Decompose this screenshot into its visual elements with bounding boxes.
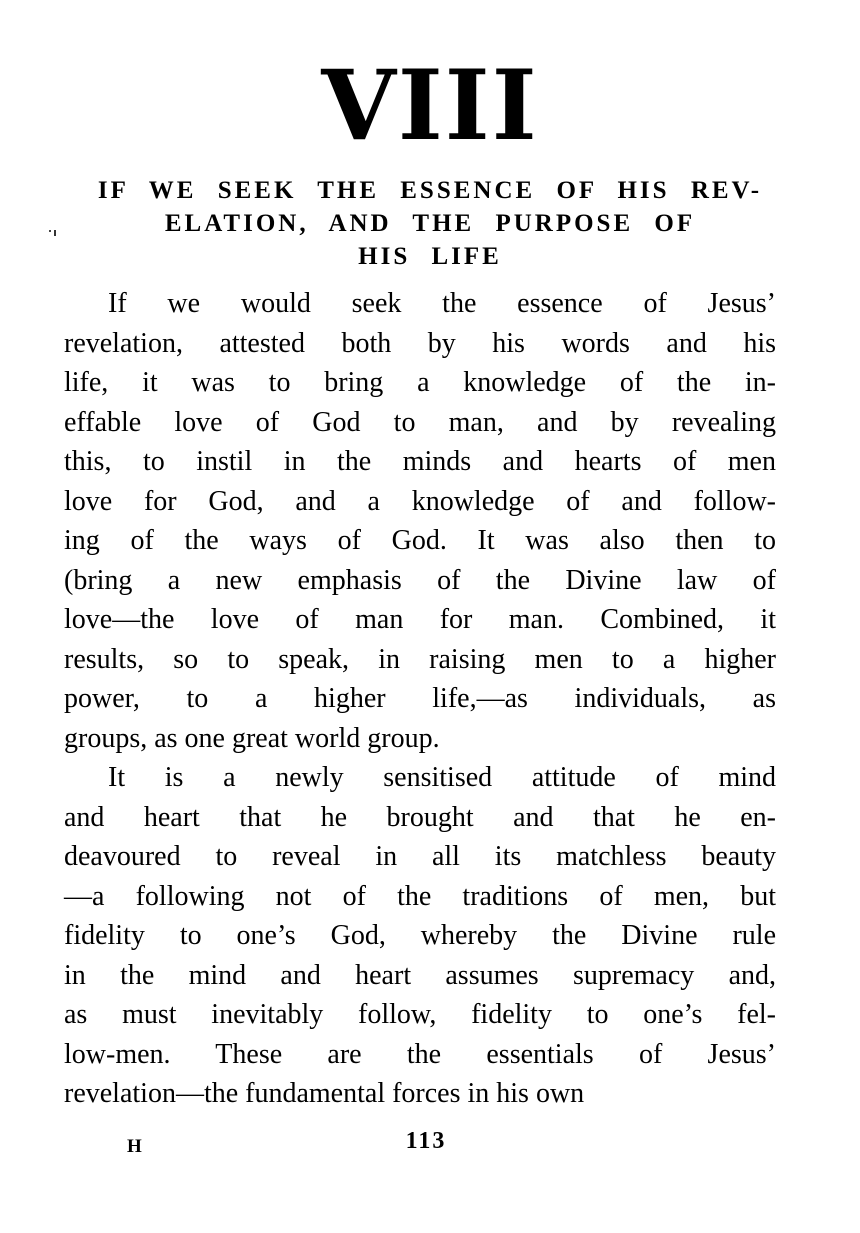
text-line: effable love of God to man, and by revealing [64,406,776,438]
text-line: life, it was to bring a knowledge of the in- [64,367,776,398]
print-artifact [49,230,58,238]
chapter-title-line: HIS LIFE [358,243,502,270]
text-line: If we would seek the essence of Jesus’ [108,288,776,319]
ink-dot [54,230,56,236]
page-footer [0,1128,860,1162]
text-line: —a following not of the traditions of men, but [64,880,776,912]
text-line: ing of the ways of God. It was also then to [64,525,776,556]
text-line: revelation, attested both by his words and his [64,327,776,359]
text-line: fidelity to one’s God, whereby the Divine rule [64,920,776,951]
text-line: low-men. These are the essentials of Jesus’ [64,1038,776,1070]
text-line: revelation—the fundamental forces in his own [64,1078,585,1109]
text-line: love for God, and a knowledge of and follow- [64,485,776,517]
text-line: this, to instil in the minds and hearts of men [64,446,776,477]
paragraph [64,758,776,1114]
text-line: as must inevitably follow, fidelity to one’s fel- [64,999,776,1030]
paragraph [64,284,776,758]
text-line: groups, as one great world group. [64,722,440,754]
body-text [64,284,776,1114]
text-line: power, to a higher life,—as individuals, as [64,683,776,714]
ink-dot [49,230,51,232]
text-line: deavoured to reveal in all its matchless beauty [64,841,776,872]
signature-mark: H [127,1135,143,1157]
text-line: in the mind and heart assumes supremacy and, [64,959,776,991]
text-line: (bring a new emphasis of the Divine law of [64,564,776,596]
text-line: It is a newly sensitised attitude of mind [108,762,776,793]
chapter-title-line: IF WE SEEK THE ESSENCE OF HIS REV- [97,177,763,204]
text-line: love—the love of man for man. Combined, it [64,604,776,635]
text-line: results, so to speak, in raising men to a higher [64,643,776,675]
chapter-title-line: ELATION, AND THE PURPOSE OF [164,210,696,237]
chapter-number: VIII [321,49,539,162]
text-line: and heart that he brought and that he en- [64,801,776,833]
chapter-title [0,174,860,273]
page-number: 113 [405,1127,447,1154]
